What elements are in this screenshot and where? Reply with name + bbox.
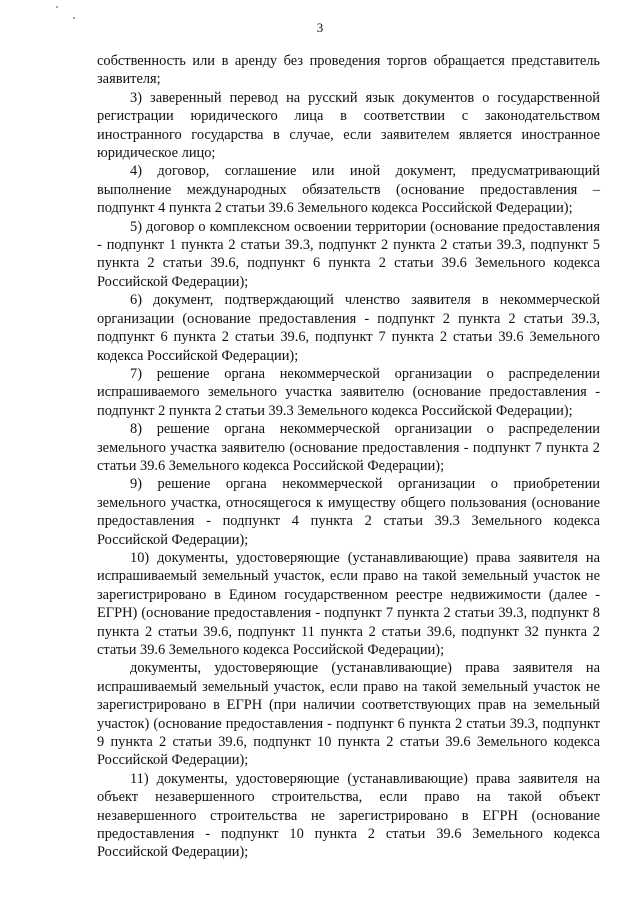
paragraph-item-4: 4) договор, соглашение или иной документ, предусматривающий выполнение международных обязательств (основание предоставления – подпункт 4 пункта 2 статьи 39.6 Земельного кодекса Российской Федерации); <box>97 163 600 217</box>
paragraph-item-8: 8) решение органа некоммерческой организации о распределении земельного участка заявителю (основание предоставления - подпункт 7 пункта 2 статьи 39.6 Земельного кодекса Российской Федерации); <box>97 421 600 474</box>
paragraph-item-11: 11) документы, удостоверяющие (устанавливающие) права заявителя на объект незавершенного строительства, если право на такой объект незавершенного строительства не зарегистрировано в ЕГРН (основание предоставления - подпункт 10 пункта 2 статьи 39.6 Земельного кодекса Российской Федерации); <box>97 770 600 861</box>
paragraph-item-10: 10) документы, удостоверяющие (устанавливающие) права заявителя на испрашиваемый земельный участок, если право на такой земельный участок не зарегистрировано в Едином государственном реестре недвижимости (далее - ЕГРН) (основание предоставления - подпункт 7 пункта 2 статьи 39.3, подпункт 8 пункта 2 статьи 39.6, подпункт 11 пункта 2 статьи 39.6, подпункт 32 пункта 2 статьи 39.6 Земельного кодекса Российской Федерации); <box>97 549 600 658</box>
paragraph-continuation: собственность или в аренду без проведения торгов обращается представитель заявителя; <box>97 53 600 88</box>
paragraph-item-3: 3) заверенный перевод на русский язык документов о государственной регистрации юридического лица в соответствии с законодательством иностранного государства в случае, если заявителем является иностранное юридическое лицо; <box>97 89 600 162</box>
scan-speck <box>73 17 75 19</box>
paragraph-item-10-documents: документы, удостоверяющие (устанавливающие) права заявителя на испрашиваемый земельный участок, если право на такой земельный участок не зарегистрировано в ЕГРН (при наличии соответствующих прав на земельный участок) (основание предоставления - подпункт 6 пункта 2 статьи 39.3, подпункт 9 пункта 2 статьи 39.6, подпункт 10 пункта 2 статьи 39.6 Земельного кодекса Российской Федерации); <box>97 660 600 769</box>
paragraph-item-7: 7) решение органа некоммерческой организации о распределении испрашиваемого земельного участка заявителю (основание предоставления - подпункт 2 пункта 2 статьи 39.3 Земельного кодекса Российской Федерации); <box>97 365 600 419</box>
page-number: 3 <box>316 20 324 35</box>
paragraph-item-6: 6) документ, подтверждающий членство заявителя в некоммерческой организации (основание предоставления - подпункт 2 пункта 2 статьи 39.3, подпункт 6 пункта 2 статьи 39.6, подпункт 7 пункта 2 статьи 39.6 Земельного кодекса Российской Федерации); <box>97 292 600 364</box>
paragraph-item-9: 9) решение органа некоммерческой организации о приобретении земельного участка, относящегося к имуществу общего пользования (основание предоставления - подпункт 4 пункта 2 статьи 39.3 Земельного кодекса Российской Федерации); <box>97 476 600 548</box>
scan-speck <box>56 6 58 8</box>
document-body <box>97 52 600 862</box>
paragraph-item-5: 5) договор о комплексном освоении территории (основание предоставления - подпункт 1 пункта 2 статьи 39.3, подпункт 2 пункта 2 статьи 39.3, подпункт 5 пункта 2 статьи 39.6, подпункт 6 пункта 2 статьи 39.6 Земельного кодекса Российской Федерации); <box>97 218 600 290</box>
